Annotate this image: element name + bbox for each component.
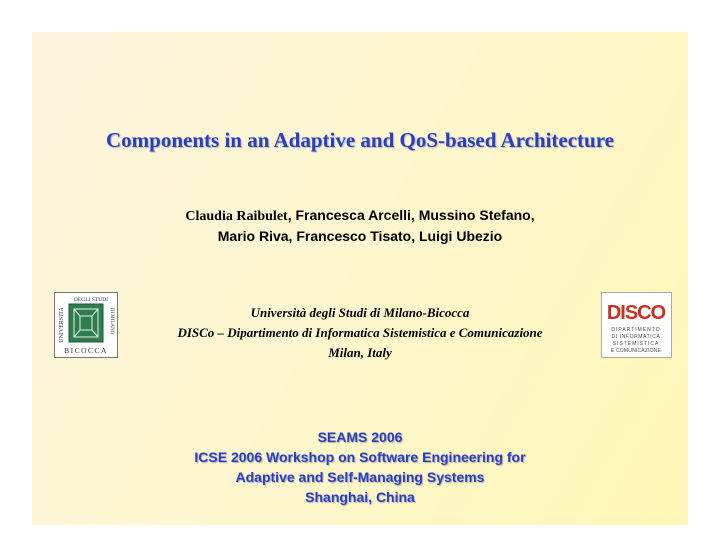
disco-logo-icon: [602, 293, 671, 357]
conference-name: SEAMS 2006: [317, 429, 403, 445]
logo-bottom-text: BICOCCA: [64, 346, 108, 355]
disco-line-4: E COMUNICAZIONE: [610, 348, 662, 354]
disco-wordmark: DISCO: [606, 302, 666, 324]
co-authors: , Francesca Arcelli, Mussino Stefano,: [287, 207, 535, 223]
logo-top-text: DEGLI STUDI: [73, 297, 109, 303]
authors-line-1: [0, 207, 720, 225]
affiliation-city: Milan, Italy: [328, 345, 392, 360]
affiliation-department: DISCo – Dipartimento di Informatica Sistemistica e Comunicazione: [177, 325, 543, 340]
disco-line-3: SISTEMISTICA: [612, 341, 660, 347]
authors-line-2: Mario Riva, Francesco Tisato, Luigi Ubezio: [217, 228, 503, 244]
conference-location: Shanghai, China: [305, 489, 415, 505]
conference-topic: Adaptive and Self-Managing Systems: [235, 469, 485, 485]
disco-line-1: DIPARTIMENTO: [611, 327, 661, 333]
bicocca-logo-icon: [55, 293, 117, 357]
bicocca-university-logo: [54, 292, 118, 358]
conference-workshop: ICSE 2006 Workshop on Software Engineering for: [194, 449, 526, 465]
logo-right-text: DI MILANO: [109, 307, 114, 335]
disco-department-logo: [601, 292, 672, 358]
first-author: Claudia Raibulet: [185, 209, 288, 224]
affiliation-university: Università degli Studi di Milano-Bicocca: [250, 305, 470, 320]
slide-title: Components in an Adaptive and QoS-based Architecture: [106, 128, 614, 152]
disco-line-2: DI INFORMATICA: [611, 334, 661, 340]
logo-side-text: UNIVERSITA: [59, 307, 65, 343]
